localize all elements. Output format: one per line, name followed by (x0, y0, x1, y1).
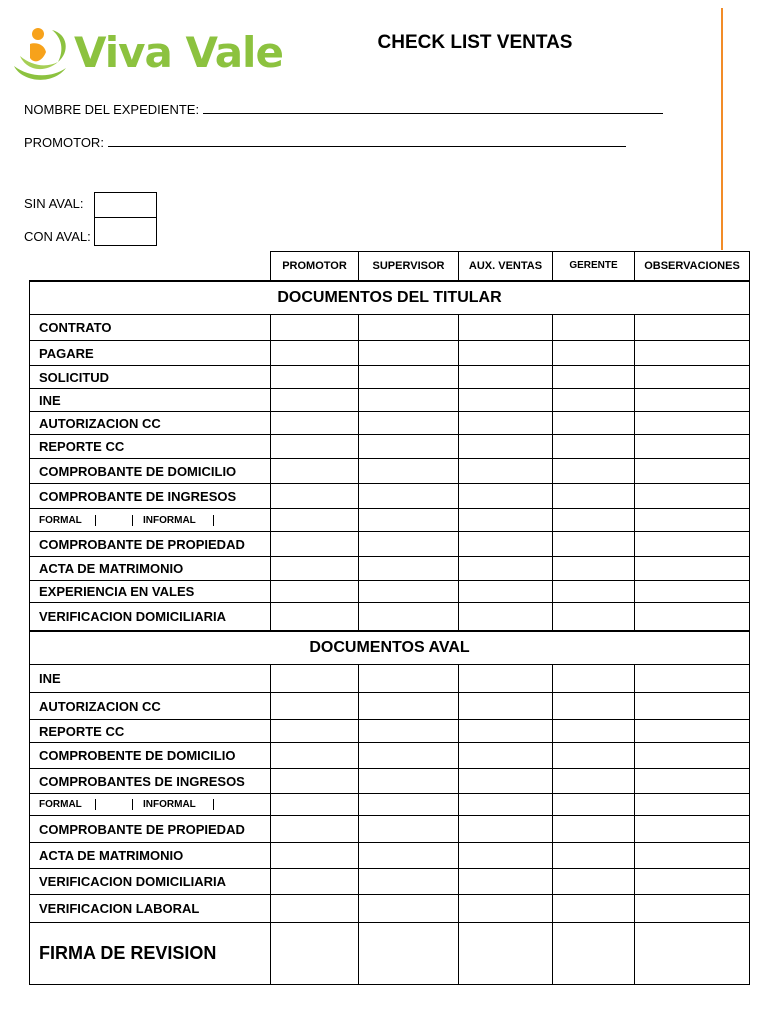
informal-checkbox[interactable] (213, 515, 254, 526)
row-check-promotor[interactable] (271, 869, 359, 895)
row-label: COMPROBANTE DE PROPIEDAD (30, 816, 271, 843)
row-label: COMPROBENTE DE DOMICILIO (30, 743, 271, 769)
table-row (30, 843, 750, 869)
row-check-promotor[interactable] (271, 816, 359, 843)
row-check-promotor[interactable] (271, 665, 359, 693)
firma-check-promotor[interactable] (271, 923, 359, 985)
row-check-gerente[interactable] (553, 769, 635, 794)
row-check-aux-ventas[interactable] (459, 869, 553, 895)
row-check-promotor[interactable] (271, 581, 359, 603)
row-check-promotor[interactable] (271, 557, 359, 581)
row-check-observaciones[interactable] (635, 557, 750, 581)
firma-de-revision-label: FIRMA DE REVISION (30, 923, 271, 985)
row-check-gerente[interactable] (553, 315, 635, 341)
row-check-gerente[interactable] (553, 720, 635, 743)
row-check-observaciones[interactable] (635, 532, 750, 557)
row-check-promotor[interactable] (271, 315, 359, 341)
row-check-aux-ventas[interactable] (459, 509, 553, 532)
expediente-line[interactable] (203, 101, 663, 114)
row-check-promotor[interactable] (271, 435, 359, 459)
row-check-aux-ventas[interactable] (459, 720, 553, 743)
row-check-gerente[interactable] (553, 665, 635, 693)
row-check-supervisor[interactable] (359, 816, 459, 843)
row-check-supervisor[interactable] (359, 693, 459, 720)
firma-check-observaciones[interactable] (635, 923, 750, 985)
row-check-gerente[interactable] (553, 693, 635, 720)
row-check-aux-ventas[interactable] (459, 557, 553, 581)
row-check-promotor[interactable] (271, 843, 359, 869)
table-row (30, 794, 750, 816)
promotor-line[interactable] (108, 134, 626, 147)
table-row (30, 509, 750, 532)
row-label: COMPROBANTE DE PROPIEDAD (30, 532, 271, 557)
row-check-promotor[interactable] (271, 484, 359, 509)
row-check-aux-ventas[interactable] (459, 366, 553, 389)
row-check-supervisor[interactable] (359, 720, 459, 743)
row-check-supervisor[interactable] (359, 366, 459, 389)
row-label: INE (30, 389, 271, 412)
row-label: AUTORIZACION CC (30, 693, 271, 720)
row-check-supervisor[interactable] (359, 315, 459, 341)
promotor-label: PROMOTOR: (24, 135, 104, 150)
row-check-supervisor[interactable] (359, 603, 459, 631)
firma-check-gerente[interactable] (553, 923, 635, 985)
row-label: REPORTE CC (30, 435, 271, 459)
row-check-gerente[interactable] (553, 459, 635, 484)
row-check-observaciones[interactable] (635, 769, 750, 794)
row-check-promotor[interactable] (271, 603, 359, 631)
row-check-gerente[interactable] (553, 794, 635, 816)
row-check-aux-ventas[interactable] (459, 603, 553, 631)
row-check-promotor[interactable] (271, 412, 359, 435)
table-row (30, 484, 750, 509)
row-check-observaciones[interactable] (635, 603, 750, 631)
row-check-gerente[interactable] (553, 341, 635, 366)
expediente-label: NOMBRE DEL EXPEDIENTE: (24, 102, 200, 117)
section-heading-aval: DOCUMENTOS AVAL (30, 631, 750, 665)
table-row (30, 665, 750, 693)
row-label: CONTRATO (30, 315, 271, 341)
row-label: VERIFICACION DOMICILIARIA (30, 603, 271, 631)
formal-informal-cell (30, 509, 271, 532)
table-row (30, 252, 750, 281)
row-check-gerente[interactable] (553, 532, 635, 557)
row-label: COMPROBANTE DE DOMICILIO (30, 459, 271, 484)
informal-label: INFORMAL (143, 514, 196, 526)
row-check-aux-ventas[interactable] (459, 693, 553, 720)
row-check-observaciones[interactable] (635, 341, 750, 366)
table-row (30, 816, 750, 843)
row-check-supervisor[interactable] (359, 895, 459, 923)
row-label: VERIFICACION LABORAL (30, 895, 271, 923)
row-check-observaciones[interactable] (635, 581, 750, 603)
row-check-aux-ventas[interactable] (459, 389, 553, 412)
row-check-supervisor[interactable] (359, 794, 459, 816)
formal-informal-cell (30, 794, 271, 816)
orange-divider (721, 8, 723, 250)
formal-label: FORMAL (39, 799, 82, 810)
leaf-person-icon (8, 22, 78, 88)
table-row (30, 693, 750, 720)
checklist-table (29, 251, 750, 985)
row-check-supervisor[interactable] (359, 435, 459, 459)
row-check-observaciones[interactable] (635, 412, 750, 435)
table-row (30, 869, 750, 895)
row-check-promotor[interactable] (271, 769, 359, 794)
table-row (30, 412, 750, 435)
row-label: COMPROBANTE DE INGRESOS (30, 484, 271, 509)
row-check-observaciones[interactable] (635, 459, 750, 484)
row-check-promotor[interactable] (271, 532, 359, 557)
table-row (30, 923, 750, 985)
row-check-promotor[interactable] (271, 895, 359, 923)
row-check-observaciones[interactable] (635, 794, 750, 816)
section-heading-titular: DOCUMENTOS DEL TITULAR (30, 281, 750, 315)
row-check-supervisor[interactable] (359, 459, 459, 484)
row-check-supervisor[interactable] (359, 843, 459, 869)
row-check-gerente[interactable] (553, 435, 635, 459)
row-check-promotor[interactable] (271, 341, 359, 366)
row-check-observaciones[interactable] (635, 693, 750, 720)
table-row (30, 743, 750, 769)
row-check-observaciones[interactable] (635, 869, 750, 895)
firma-check-supervisor[interactable] (359, 923, 459, 985)
row-check-aux-ventas[interactable] (459, 895, 553, 923)
table-row (30, 341, 750, 366)
table-row (30, 366, 750, 389)
column-header-observaciones: OBSERVACIONES (635, 252, 750, 281)
row-label: COMPROBANTES DE INGRESOS (30, 769, 271, 794)
formal-checkbox[interactable] (95, 515, 133, 526)
table-row (30, 459, 750, 484)
row-check-supervisor[interactable] (359, 484, 459, 509)
column-header-gerente: GERENTE (553, 252, 635, 281)
header-corner (30, 252, 271, 281)
row-check-promotor[interactable] (271, 366, 359, 389)
row-check-supervisor[interactable] (359, 769, 459, 794)
row-check-supervisor[interactable] (359, 532, 459, 557)
sin-aval-label: SIN AVAL: (24, 196, 84, 211)
row-check-observaciones[interactable] (635, 509, 750, 532)
row-check-supervisor[interactable] (359, 581, 459, 603)
row-check-aux-ventas[interactable] (459, 341, 553, 366)
row-check-observaciones[interactable] (635, 315, 750, 341)
sin-aval-checkbox[interactable] (94, 192, 157, 218)
row-check-gerente[interactable] (553, 843, 635, 869)
row-check-supervisor[interactable] (359, 412, 459, 435)
row-check-aux-ventas[interactable] (459, 435, 553, 459)
row-check-observaciones[interactable] (635, 484, 750, 509)
table-row (30, 603, 750, 631)
row-check-gerente[interactable] (553, 816, 635, 843)
informal-checkbox[interactable] (213, 799, 254, 810)
row-label: VERIFICACION DOMICILIARIA (30, 869, 271, 895)
row-check-promotor[interactable] (271, 459, 359, 484)
row-check-aux-ventas[interactable] (459, 459, 553, 484)
row-check-aux-ventas[interactable] (459, 843, 553, 869)
row-check-observaciones[interactable] (635, 366, 750, 389)
row-check-gerente[interactable] (553, 509, 635, 532)
row-check-promotor[interactable] (271, 693, 359, 720)
row-check-gerente[interactable] (553, 895, 635, 923)
row-check-supervisor[interactable] (359, 869, 459, 895)
column-header-supervisor: SUPERVISOR (359, 252, 459, 281)
table-row (30, 315, 750, 341)
row-check-supervisor[interactable] (359, 341, 459, 366)
row-check-aux-ventas[interactable] (459, 315, 553, 341)
formal-informal-group (30, 515, 270, 526)
row-check-gerente[interactable] (553, 366, 635, 389)
row-label: ACTA DE MATRIMONIO (30, 557, 271, 581)
table-row (30, 581, 750, 603)
row-check-promotor[interactable] (271, 389, 359, 412)
table-row (30, 389, 750, 412)
row-check-supervisor[interactable] (359, 389, 459, 412)
row-check-observaciones[interactable] (635, 389, 750, 412)
row-check-gerente[interactable] (553, 389, 635, 412)
row-check-gerente[interactable] (553, 581, 635, 603)
page-title: CHECK LIST VENTAS (377, 32, 573, 53)
row-check-supervisor[interactable] (359, 509, 459, 532)
row-check-supervisor[interactable] (359, 665, 459, 693)
row-label: ACTA DE MATRIMONIO (30, 843, 271, 869)
row-check-aux-ventas[interactable] (459, 484, 553, 509)
row-label: REPORTE CC (30, 720, 271, 743)
row-check-promotor[interactable] (271, 743, 359, 769)
row-check-gerente[interactable] (553, 557, 635, 581)
row-check-aux-ventas[interactable] (459, 816, 553, 843)
informal-label: INFORMAL (143, 799, 196, 810)
column-header-promotor: PROMOTOR (271, 252, 359, 281)
row-check-promotor[interactable] (271, 509, 359, 532)
table-row (30, 769, 750, 794)
table-row (30, 720, 750, 743)
firma-check-aux-ventas[interactable] (459, 923, 553, 985)
row-check-observaciones[interactable] (635, 816, 750, 843)
row-label: INE (30, 665, 271, 693)
row-check-observaciones[interactable] (635, 720, 750, 743)
expediente-field[interactable] (24, 101, 663, 117)
row-check-aux-ventas[interactable] (459, 665, 553, 693)
row-check-gerente[interactable] (553, 869, 635, 895)
logo-text: Viva Vale (74, 28, 283, 77)
row-check-observaciones[interactable] (635, 435, 750, 459)
formal-informal-group (30, 799, 270, 810)
row-check-observaciones[interactable] (635, 843, 750, 869)
formal-label: FORMAL (39, 514, 82, 526)
row-check-gerente[interactable] (553, 484, 635, 509)
row-check-aux-ventas[interactable] (459, 769, 553, 794)
row-check-gerente[interactable] (553, 743, 635, 769)
row-check-supervisor[interactable] (359, 557, 459, 581)
formal-checkbox[interactable] (95, 799, 133, 810)
row-check-gerente[interactable] (553, 412, 635, 435)
promotor-field[interactable] (24, 134, 626, 150)
row-label: AUTORIZACION CC (30, 412, 271, 435)
row-check-observaciones[interactable] (635, 743, 750, 769)
row-check-observaciones[interactable] (635, 895, 750, 923)
row-check-promotor[interactable] (271, 720, 359, 743)
row-check-supervisor[interactable] (359, 743, 459, 769)
table-row (30, 281, 750, 315)
row-label: EXPERIENCIA EN VALES (30, 581, 271, 603)
table-row (30, 895, 750, 923)
table-row (30, 532, 750, 557)
row-check-aux-ventas[interactable] (459, 532, 553, 557)
row-check-promotor[interactable] (271, 794, 359, 816)
table-row (30, 435, 750, 459)
row-check-gerente[interactable] (553, 603, 635, 631)
table-row (30, 631, 750, 665)
row-check-aux-ventas[interactable] (459, 412, 553, 435)
table-row (30, 557, 750, 581)
row-check-observaciones[interactable] (635, 665, 750, 693)
row-check-aux-ventas[interactable] (459, 743, 553, 769)
con-aval-label: CON AVAL: (24, 229, 91, 244)
row-check-aux-ventas[interactable] (459, 794, 553, 816)
row-label: SOLICITUD (30, 366, 271, 389)
row-label: PAGARE (30, 341, 271, 366)
column-header-aux-ventas: AUX. VENTAS (459, 252, 553, 281)
con-aval-checkbox[interactable] (94, 217, 157, 246)
viva-vale-logo (8, 22, 283, 88)
row-check-aux-ventas[interactable] (459, 581, 553, 603)
